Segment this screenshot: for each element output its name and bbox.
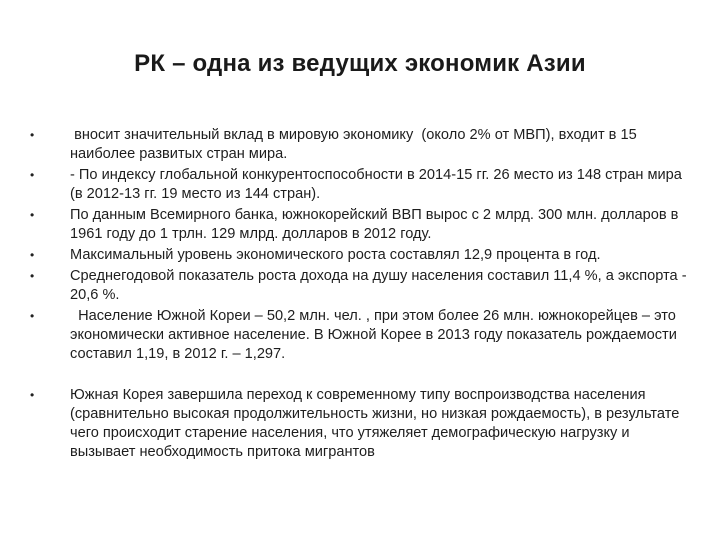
bullet-item-competitiveness xyxy=(30,166,690,204)
bullet-text: - По индексу глобальной конкурентоспособности в 2014-15 гг. 26 место из 148 стран мира (в 2012-13 гг. 19 место из 144 стран). xyxy=(70,167,682,202)
bullet-icon: • xyxy=(30,208,35,222)
bullet-text: Среднегодовой показатель роста дохода на душу населения составил 11,4 %, а экспорта - 20,6 %. xyxy=(70,268,687,303)
bullet-icon: • xyxy=(30,248,35,262)
bullet-icon: • xyxy=(30,168,35,182)
bullet-icon: • xyxy=(30,388,35,402)
bullet-list xyxy=(30,126,690,464)
bullet-icon: • xyxy=(30,128,35,142)
bullet-text: Население Южной Кореи – 50,2 млн. чел. , при этом более 26 млн. южнокорейцев – это экономически активное население. В Южной Корее в 2013 году показатель рождаемости составил 1,19, в 2012 г. – 1,297. xyxy=(70,308,681,362)
bullet-text: По данным Всемирного банка, южнокорейский ВВП вырос с 2 млрд. 300 млн. долларов в 1961 году до 1 трлн. 129 млрд. долларов в 2012 году. xyxy=(70,207,679,242)
bullet-item-gdp-growth xyxy=(30,206,690,244)
slide-title: РК – одна из ведущих экономик Азии xyxy=(134,50,586,77)
bullet-item-max-growth xyxy=(30,246,690,265)
bullet-text: Максимальный уровень экономического роста составлял 12,9 процента в год. xyxy=(70,247,601,263)
bullet-icon: • xyxy=(30,309,35,323)
bullet-item-demography xyxy=(30,386,690,462)
bullet-text: вносит значительный вклад в мировую экономику (около 2% от МВП), входит в 15 наиболее развитых стран мира. xyxy=(70,127,641,162)
bullet-item-income-growth xyxy=(30,267,690,305)
bullet-item-contribution xyxy=(30,126,690,164)
bullet-text: Южная Корея завершила переход к современному типу воспроизводства населения (сравнительно высокая продолжительность жизни, но низкая рождаемость), в результате чего происходит старение населения, что утяжеляет демографическую нагрузку и вызывает необходимость притока мигрантов xyxy=(70,387,680,460)
bullet-icon: • xyxy=(30,269,35,283)
bullet-item-population xyxy=(30,307,690,364)
